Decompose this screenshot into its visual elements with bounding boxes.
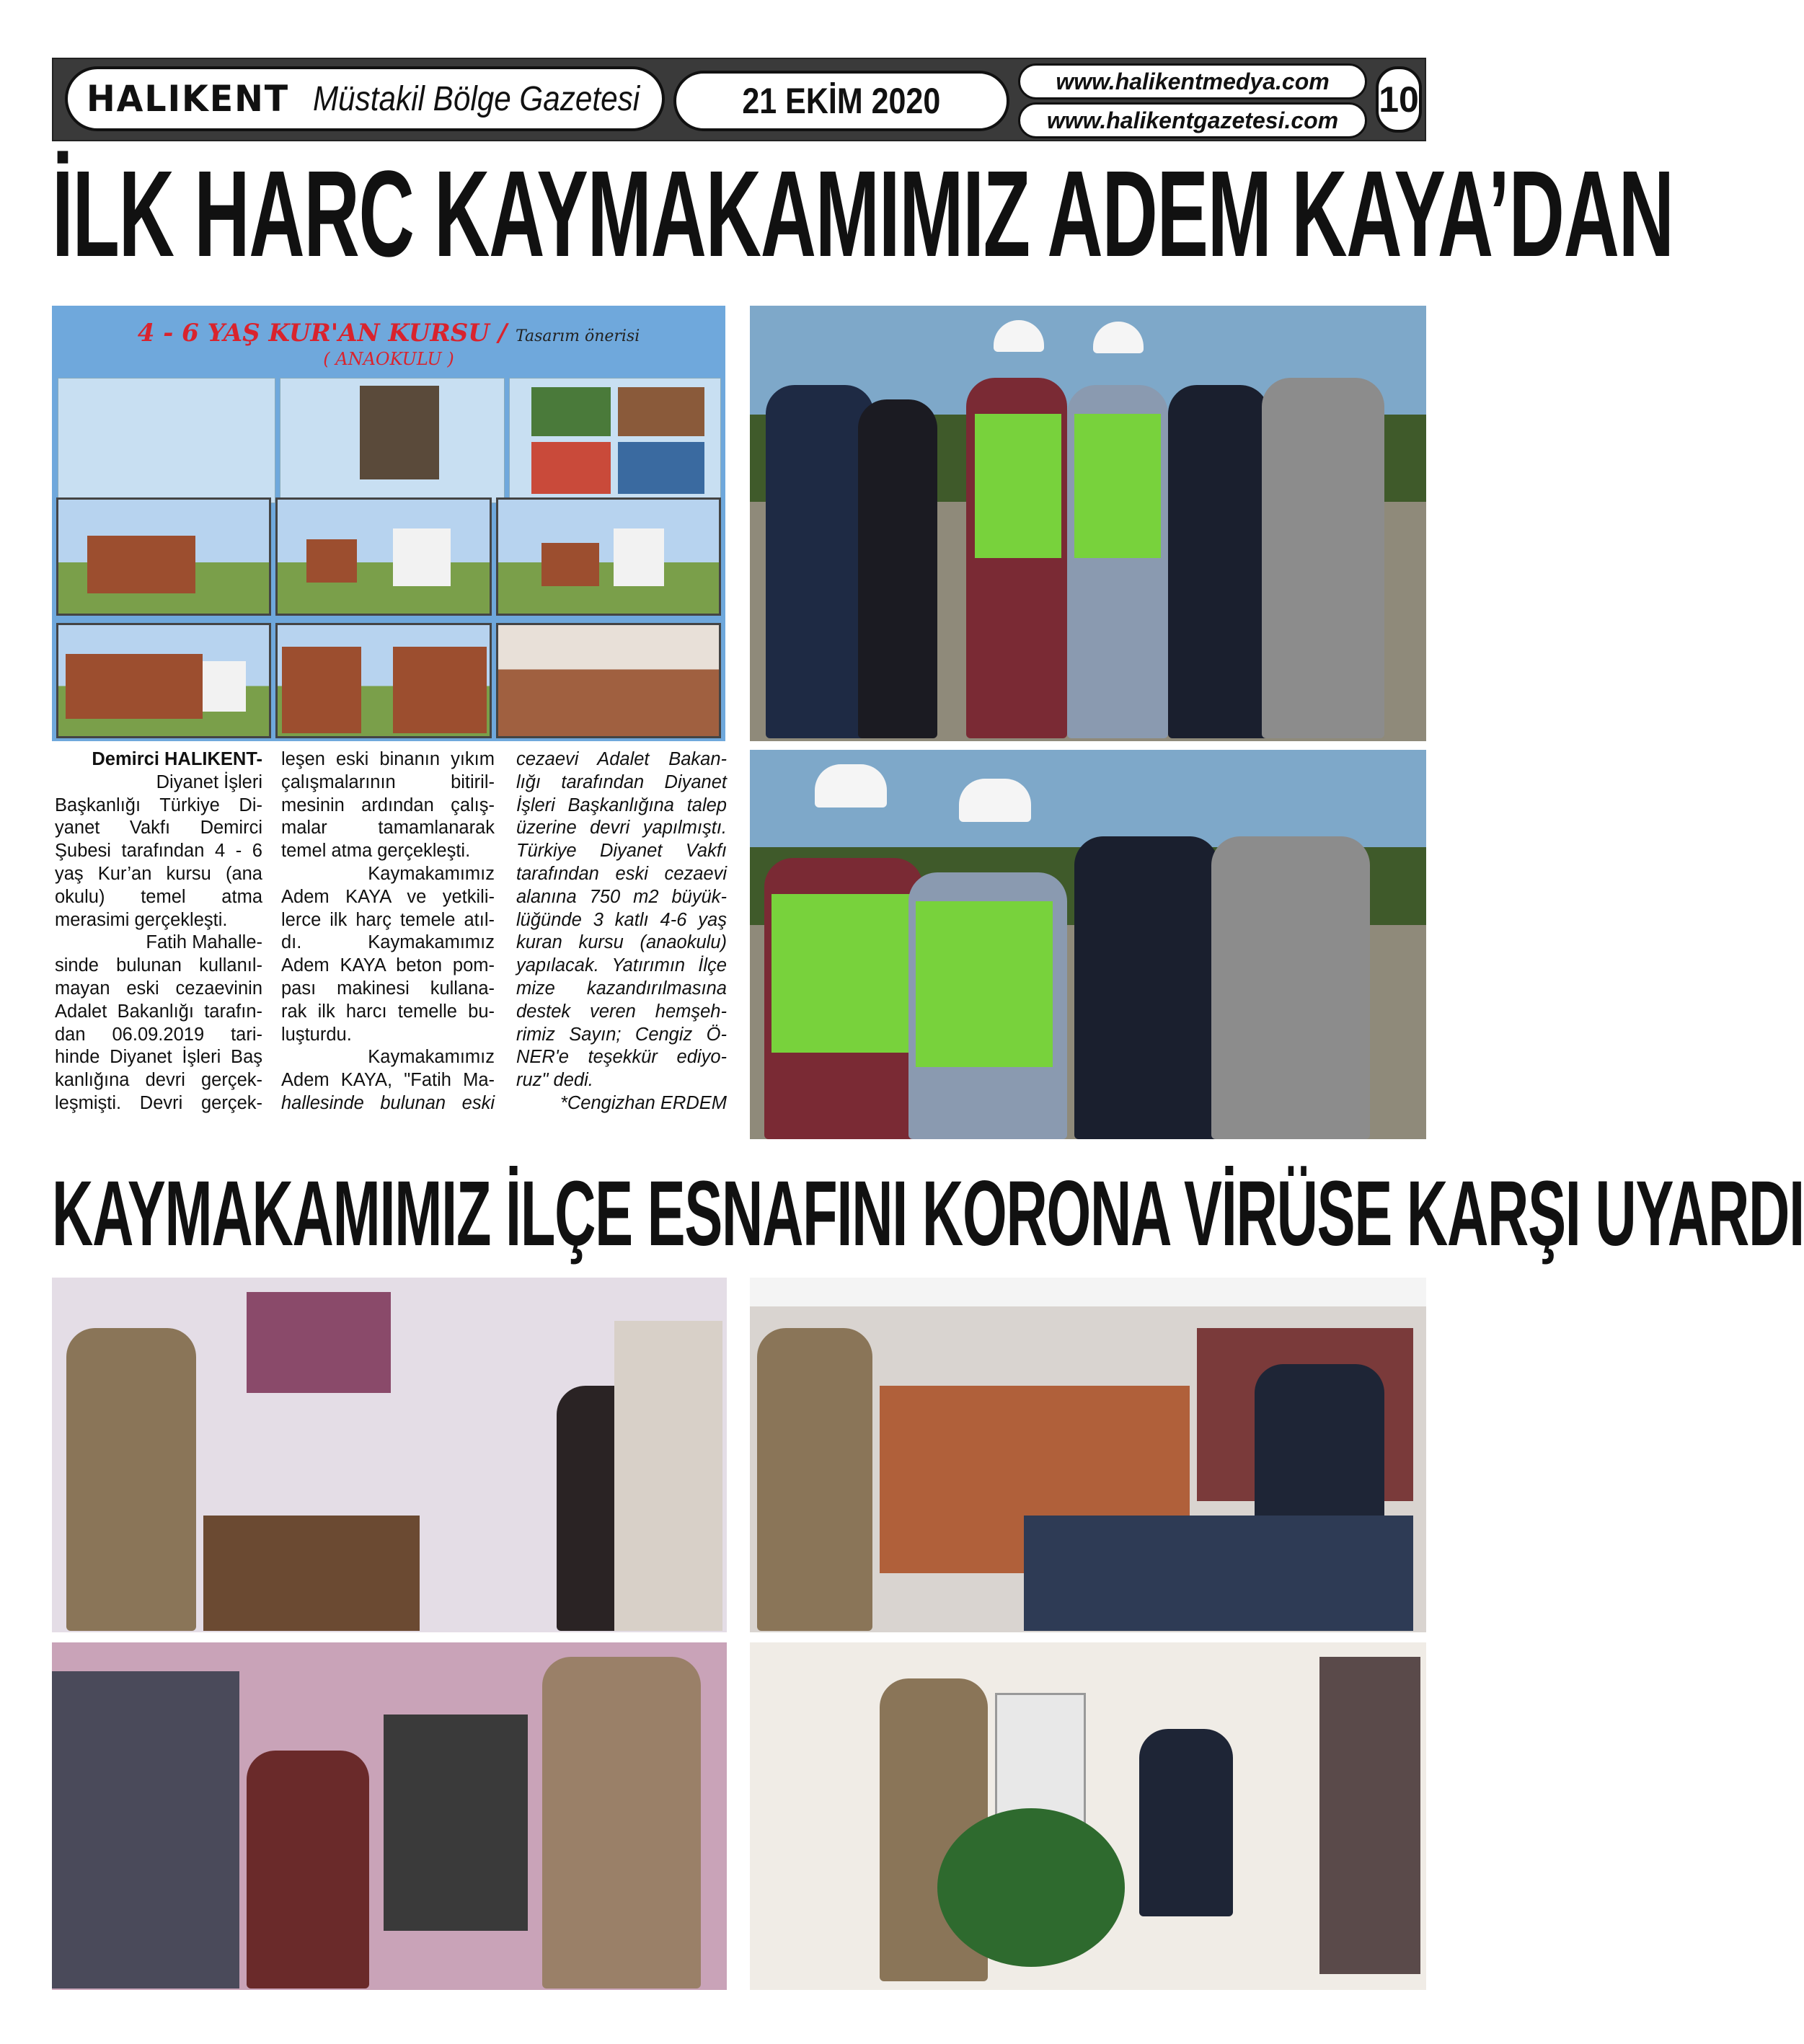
headline-corona-warning: KAYMAKAMIMIZ İLÇE ESNAFINI KORONA VİRÜSE KARŞI UYARDI [52, 1162, 1804, 1265]
render-view-5 [275, 623, 492, 738]
text-line: NER'e teşekkür ediyo- [516, 1047, 727, 1068]
text-line: mayan eski cezaevinin [55, 978, 262, 999]
poster-panel-design [58, 378, 275, 503]
text-line: leşmişti. Devri gerçek- [55, 1092, 262, 1113]
text-line: lerce ilk harç temele atıl- [281, 909, 495, 930]
text-line: pası makinesi kullana- [281, 978, 495, 999]
photo-shop-visit-clothing [750, 1278, 1426, 1632]
render-building-white [203, 661, 246, 712]
text-line: leşen eski binanın yıkım [281, 749, 495, 769]
person-figure [1074, 836, 1219, 1139]
render-view-4 [56, 623, 271, 738]
render-view-interior [496, 623, 721, 738]
ribbon-rack [1319, 1657, 1420, 1974]
palm-leaf-plant [937, 1808, 1125, 1967]
design-proposal-poster [52, 306, 725, 741]
text-line: mesinin ardından çalış- [281, 795, 495, 815]
hard-hat [959, 779, 1031, 822]
wall-picture [247, 1292, 391, 1393]
safety-vest [975, 414, 1061, 558]
reference-image-2 [618, 387, 704, 436]
text-line: Adem KAYA beton pom- [281, 955, 495, 976]
hard-hat [815, 764, 887, 808]
dateline: Demirci HALIKENT- [92, 749, 262, 769]
safety-vest [916, 901, 1053, 1067]
issue-date-pill [673, 71, 1009, 131]
text-line: dan 06.09.2019 tari- [55, 1024, 262, 1045]
text-line: destek veren hemşeh- [516, 1001, 727, 1022]
render-view-2 [275, 497, 492, 616]
render-building [541, 543, 599, 586]
site-plan-drawing [360, 386, 439, 479]
page-number-pill [1376, 66, 1422, 133]
render-building-white [614, 528, 664, 586]
person-figure [1139, 1729, 1233, 1916]
safety-vest [771, 894, 916, 1053]
text-line: ruz" dedi. [516, 1070, 593, 1091]
hard-hat [1093, 322, 1144, 353]
article-column-2 [281, 748, 495, 1115]
photo-construction-site-group [750, 306, 1426, 741]
masthead-bar [52, 58, 1426, 141]
text-line: lüğünde 3 katlı 4-6 yaş [516, 909, 727, 930]
render-building [306, 539, 357, 583]
reference-image-3 [531, 442, 611, 494]
newspaper-subtitle: Müstakil Bölge Gazetesi [312, 79, 640, 118]
person-figure [66, 1328, 196, 1631]
text-line: Adalet Bakanlığı tarafın- [55, 1001, 262, 1022]
sewing-table [203, 1516, 420, 1631]
text-line: Başkanlığı Türkiye Di- [55, 795, 262, 815]
poster-subtitle: ( ANAOKULU ) [323, 349, 454, 369]
ceiling [750, 1278, 1426, 1306]
text-line: luşturdu. [281, 1024, 352, 1045]
photo-shop-visit-tailor [52, 1278, 727, 1632]
masthead-name-pill [65, 66, 665, 131]
author-signature: *Cengizhan ERDEM [560, 1092, 727, 1113]
text-line: malar tamamlanarak [281, 818, 495, 839]
render-view-1 [56, 497, 271, 616]
text-line: Adem KAYA ve yetkili- [281, 886, 495, 907]
text-line: Kaymakamımız [368, 1047, 495, 1068]
website-link-2[interactable] [1018, 102, 1367, 138]
text-line: alanına 750 m2 büyük- [516, 886, 727, 907]
poster-title [52, 319, 725, 348]
text-line: yaş Kur’an kursu (ana [55, 863, 262, 884]
text-line: rimiz Sayın; Cengiz Ö- [516, 1024, 727, 1045]
text-line: sinde bulunan kullanıl- [55, 955, 262, 976]
poster-title-text: 4 - 6 YAŞ KUR'AN KURSU / [137, 319, 508, 348]
render-building [393, 647, 487, 733]
text-line: yanet Vakfı Demirci [55, 818, 262, 839]
person-figure [1211, 836, 1370, 1139]
text-line: Diyanet İşleri [156, 771, 262, 792]
text-line: Fatih Mahalle- [146, 932, 262, 953]
text-line [281, 1069, 495, 1092]
photo-first-mortar-ceremony [750, 750, 1426, 1139]
hanging-goods [52, 1671, 239, 1988]
text-line: dı. Kaymakamımız [281, 932, 495, 953]
website-url-1: www.halikentmedya.com [1056, 68, 1330, 94]
text-line: çalışmalarının bitiril- [281, 771, 495, 792]
quote-start: Adem KAYA, "Fatih Ma- [281, 1070, 495, 1091]
text-line: okulu) temel atma [55, 886, 262, 907]
text-line: hallesinde bulunan eski [281, 1092, 495, 1113]
text-line: Kaymakamımız [368, 863, 495, 884]
text-line: rak ilk harcı temelle bu- [281, 1001, 495, 1022]
text-line: Şubesi tarafından 4 - 6 [55, 841, 262, 862]
reference-image-1 [531, 387, 611, 436]
counter-with-clothes [1024, 1516, 1413, 1631]
hard-hat [994, 320, 1044, 352]
page-number: 10 [1379, 79, 1419, 120]
photo-shop-visit-bags [52, 1642, 727, 1990]
text-line: yapılacak. Yatırımın İlçe [516, 955, 727, 976]
person-figure [1262, 378, 1384, 738]
website-url-2: www.halikentgazetesi.com [1046, 107, 1339, 133]
text-line: Türkiye Diyanet Vakfı [516, 841, 727, 862]
newspaper-name: HALIKENT [87, 78, 290, 120]
article-column-1 [55, 748, 262, 1115]
person-figure [757, 1328, 872, 1631]
poster-title-note: Tasarım önerisi [516, 327, 640, 345]
safety-vest [1074, 414, 1161, 558]
person-figure [858, 399, 937, 738]
poster-panel-references [509, 378, 721, 503]
shelving [614, 1321, 722, 1631]
text-line: merasimi gerçekleşti. [55, 909, 228, 930]
photo-shop-visit-gifts [750, 1642, 1426, 1990]
text-line: tarafından eski cezaevi [516, 863, 727, 884]
text-line: cezaevi Adalet Bakan- [516, 749, 727, 769]
render-building [87, 536, 195, 593]
text-line: kanlığına devri gerçek- [55, 1070, 262, 1091]
render-building [282, 647, 361, 733]
render-building-white [393, 528, 451, 586]
issue-date: 21 EKİM 2020 [742, 81, 941, 121]
website-link-1[interactable] [1018, 63, 1367, 99]
bags-display [384, 1715, 528, 1931]
person-figure [247, 1751, 369, 1988]
text-line: kuran kursu (anaokulu) [516, 932, 727, 953]
reference-image-4 [618, 442, 704, 494]
text-line: mize kazandırılmasına [516, 978, 727, 999]
person-figure [542, 1657, 701, 1988]
text-line: lığı tarafından Diyanet [516, 771, 727, 792]
text-line: üzerine devri yapılmıştı. [516, 818, 727, 839]
poster-panel-site-plan [280, 378, 505, 503]
text-line: İşleri Başkanlığına talep [516, 795, 727, 815]
text-line: hinde Diyanet İşleri Baş [55, 1047, 262, 1068]
render-building [66, 654, 203, 719]
render-view-3 [496, 497, 721, 616]
person-figure [1168, 385, 1269, 738]
text-line: temel atma gerçekleşti. [281, 841, 471, 862]
article-column-3 [516, 748, 727, 1115]
headline-first-mortar: İLK HARC KAYMAKAMIMIZ ADEM KAYA’DAN [52, 146, 1673, 283]
